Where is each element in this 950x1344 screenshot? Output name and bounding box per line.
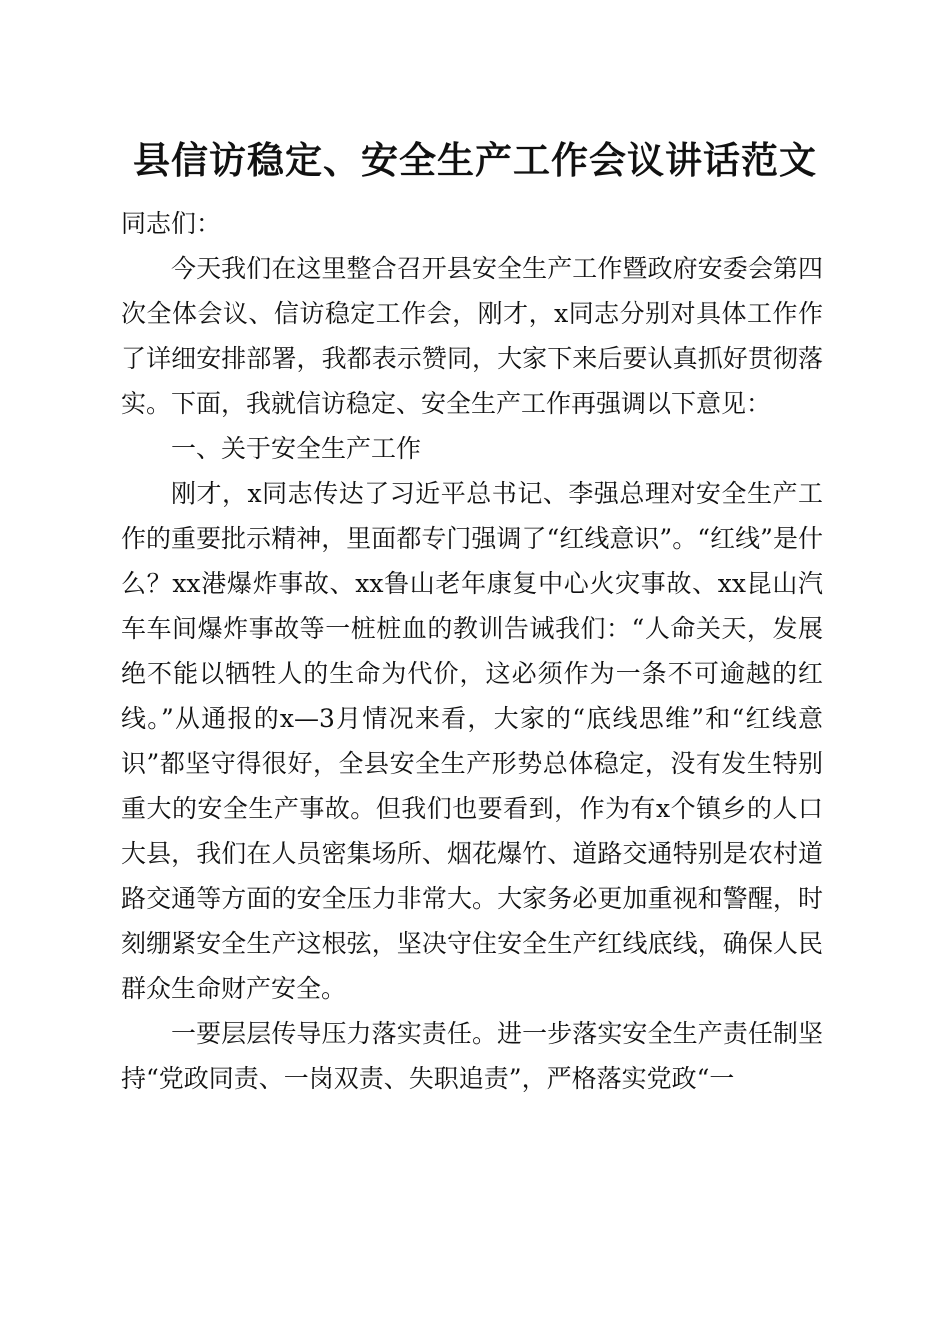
intro-paragraph: 今天我们在这里整合召开县安全生产工作暨政府安委会第四次全体会议、信访稳定工作会，刚才，x同志分别对具体工作作了详细安排部署，我都表示赞同，大家下来后要认真抓好贯彻落实。下面，我就信访稳定、安全生产工作再强调以下意见：: [121, 254, 823, 418]
section-paragraph-2: 一要层层传导压力落实责任。进一步落实安全生产责任制坚持“党政同责、一岗双责、失职追责”，严格落实党政“一: [121, 1019, 823, 1093]
salutation: 同志们：: [121, 209, 222, 238]
document-body: [121, 201, 823, 1101]
section-heading: 一、关于安全生产工作: [171, 434, 422, 463]
section-paragraph-1: 刚才，x同志传达了习近平总书记、李强总理对安全生产工作的重要批示精神，里面都专门强调了“红线意识”。“红线”是什么？xx港爆炸事故、xx鲁山老年康复中心火灾事故、xx昆山汽车车间爆炸事故等一桩桩血的教训告诫我们：“人命关天，发展绝不能以牺牲人的生命为代价，这必须作为一条不可逾越的红线。”从通报的x—3月情况来看，大家的“底线思维”和“红线意识”都坚守得很好，全县安全生产形势总体稳定，没有发生特别重大的安全生产事故。但我们也要看到，作为有x个镇乡的人口大县，我们在人员密集场所、烟花爆竹、道路交通特别是农村道路交通等方面的安全压力非常大。大家务必更加重视和警醒，时刻绷紧安全生产这根弦，坚决守住安全生产红线底线，确保人民群众生命财产安全。: [121, 479, 823, 1003]
document-title: 县信访稳定、安全生产工作会议讲话范文: [133, 138, 817, 182]
